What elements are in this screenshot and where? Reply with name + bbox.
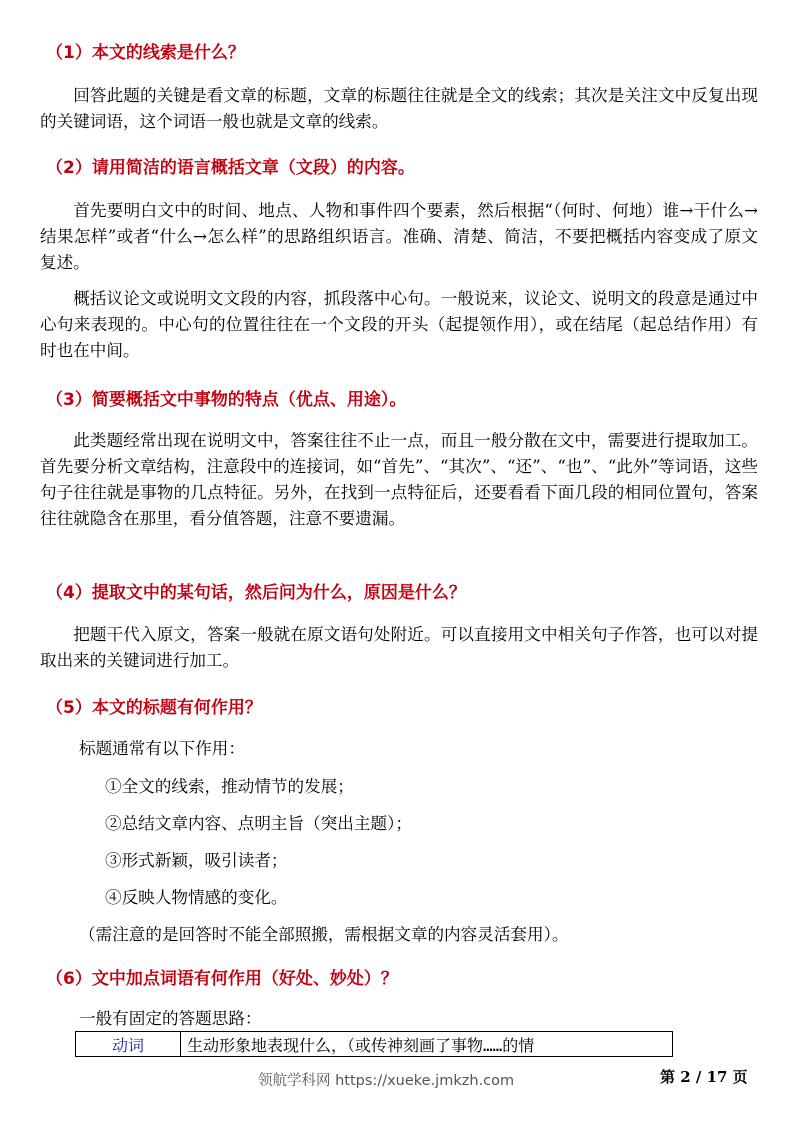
answer-paragraph-4: 把题干代入原文，答案一般就在原文语句处附近。可以直接用文中相关句子作答，也可以对提取出来的关键词进行加工。 [40,625,758,670]
list-item: ③形式新颖，吸引读者； [105,851,288,870]
table-cell-term: 动词 [76,1032,181,1057]
answer-paragraph-2a: 首先要明白文中的时间、地点、人物和事件四个要素，然后根据“（何时、何地）谁→干什么→结果怎样”或者“什么→怎么样”的思路组织语言。准确、清楚、简洁，不要把概括内容变成了原文复述。 [40,201,758,272]
answer-paragraph-1: 回答此题的关键是看文章的标题，文章的标题往往就是全文的线索；其次是关注文中反复出现的关键词语，这个词语一般也就是文章的线索。 [40,86,758,131]
question-heading-2: （2）请用简洁的语言概括文章（文段）的内容。 [46,158,415,178]
answer-approach-intro: 一般有固定的答题思路： [79,1009,262,1028]
question-heading-3: （3）简要概括文中事物的特点（优点、用途）。 [46,390,407,410]
question-heading-5: （5）本文的标题有何作用？ [46,698,262,718]
answer-paragraph-2b: 概括议论文或说明文文段的内容，抓段落中心句。一般说来，议论文、说明文的段意是通过中心句来表现的。中心句的位置往往在一个文段的开头（起提领作用），或在结尾（起总结作用）有时也在中间。 [40,289,758,360]
answer-paragraph-3: 此类题经常出现在说明文中，答案往往不止一点，而且一般分散在文中，需要进行提取加工。首先要分析文章结构，注意段中的连接词，如“首先”、“其次”、“还”、“也”、“此外”等词语，这些句子往往就是事物的几点特征。另外，在找到一点特征后，还要看看下面几段的相同位置句，答案往往就隐含在那里，看分值答题，注意不要遗漏。 [40,431,758,528]
question-heading-6: （6）文中加点词语有何作用（好处、妙处）？ [46,969,398,989]
title-function-intro: 标题通常有以下作用： [79,739,245,758]
footer-site-url: 领航学科网 https://xueke.jmkzh.com [258,1073,515,1089]
table-cell-description: 生动形象地表现什么，（或传神刻画了事物……的情 [181,1032,673,1057]
list-item: ④反映人物情感的变化。 [105,888,288,907]
page-number: 第 2 / 17 页 [660,1068,748,1086]
table-row [76,1032,673,1057]
answer-template-table [75,1031,673,1057]
question-heading-1: （1）本文的线索是什么？ [46,43,245,63]
question-heading-4: （4）提取文中的某句话，然后问为什么，原因是什么？ [46,583,466,603]
list-item: ①全文的线索，推动情节的发展； [105,777,354,796]
list-item: ②总结文章内容、点明主旨（突出主题）； [105,814,412,833]
note-text: （需注意的是回答时不能全部照搬，需根据文章的内容灵活套用）。 [79,925,569,944]
